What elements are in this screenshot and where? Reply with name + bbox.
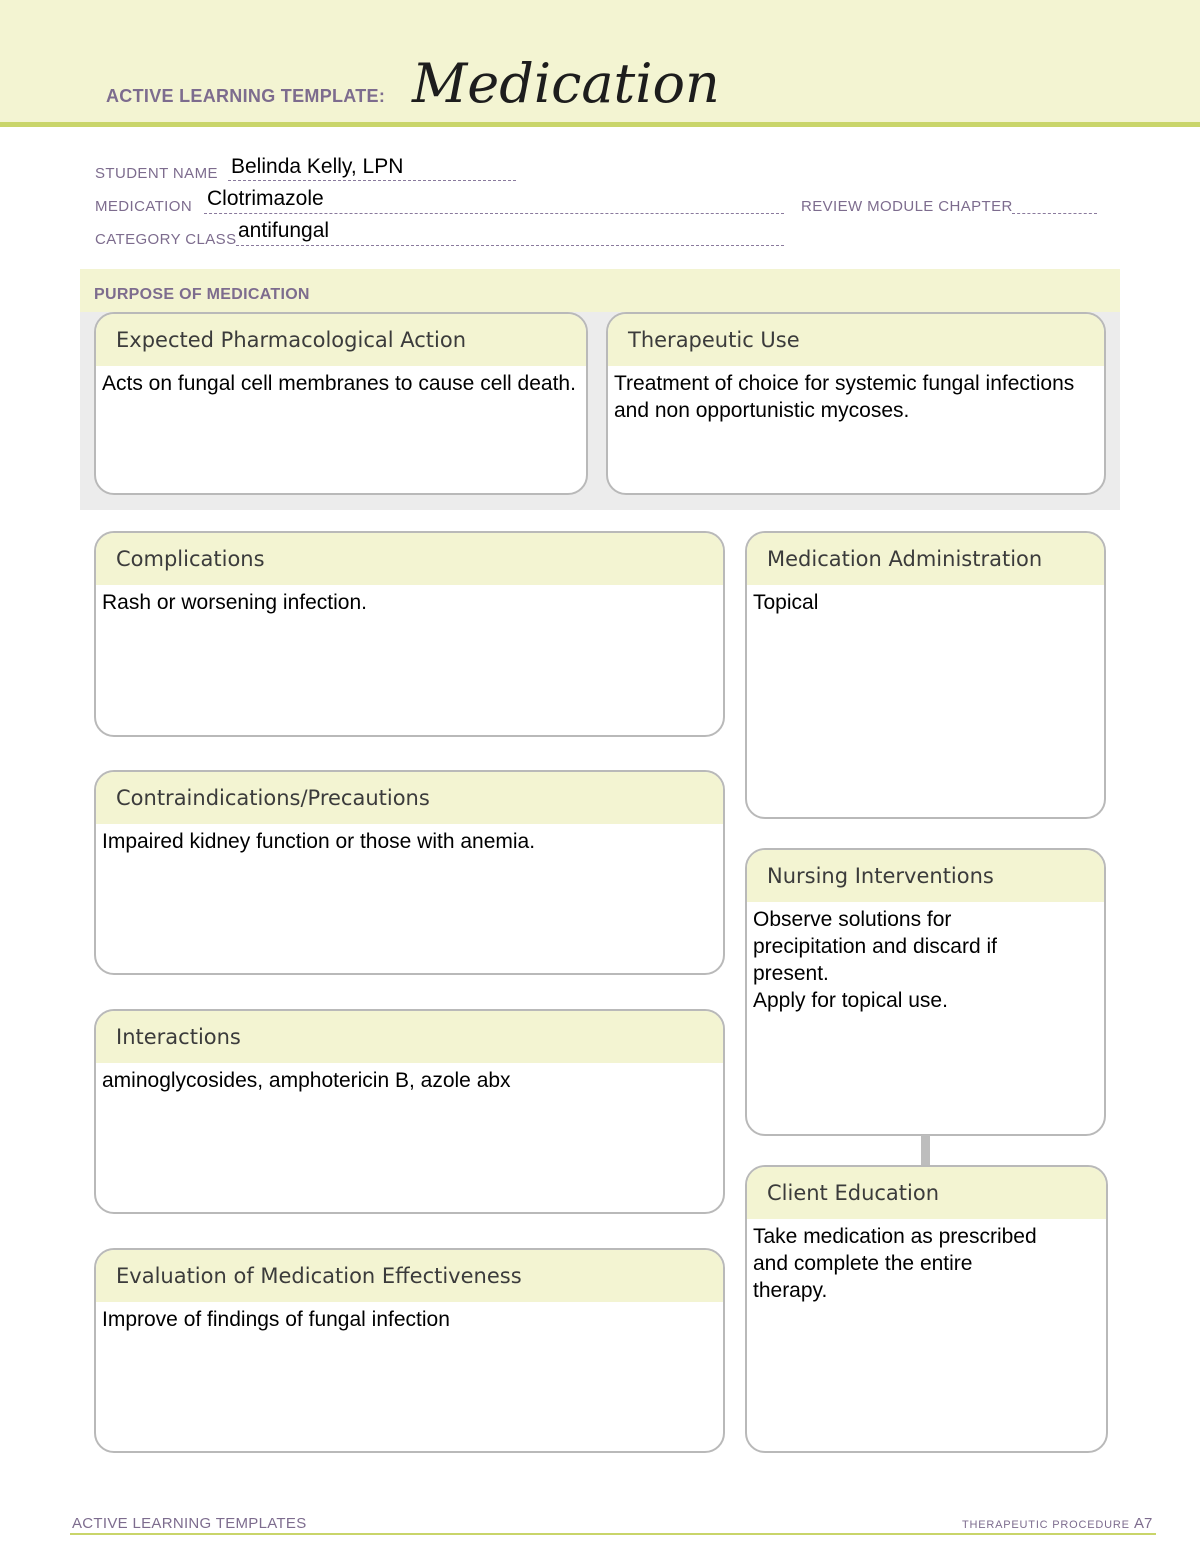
contraindications-text[interactable]: Impaired kidney function or those with anemia. — [102, 830, 536, 853]
header-rule — [0, 122, 1200, 127]
evaluation-title: Evaluation of Medication Effectiveness — [96, 1250, 723, 1302]
contraindications-box — [94, 770, 725, 975]
student-name-label: STUDENT NAME — [95, 165, 218, 182]
medication-administration-box — [745, 531, 1106, 819]
review-module-label: REVIEW MODULE CHAPTER — [801, 198, 1013, 215]
complications-title: Complications — [96, 533, 723, 585]
evaluation-box — [94, 1248, 725, 1453]
medication-line — [204, 213, 784, 214]
evaluation-text[interactable]: Improve of findings of fungal infection — [102, 1308, 450, 1331]
footer-right-label: THERAPEUTIC PROCEDURE — [962, 1519, 1130, 1531]
purpose-label: PURPOSE OF MEDICATION — [94, 286, 310, 303]
category-class-label: CATEGORY CLASS — [95, 231, 237, 248]
category-class-field[interactable]: antifungal — [238, 219, 330, 242]
expected-action-title: Expected Pharmacological Action — [96, 314, 586, 366]
client-education-title: Client Education — [747, 1167, 1106, 1219]
footer-rule — [70, 1533, 1156, 1535]
contraindications-title: Contraindications/Precautions — [96, 772, 723, 824]
review-module-field[interactable] — [1012, 213, 1097, 214]
therapeutic-use-title: Therapeutic Use — [608, 314, 1104, 366]
complications-box — [94, 531, 725, 737]
category-class-line — [236, 245, 784, 246]
student-name-field[interactable]: Belinda Kelly, LPN — [231, 155, 404, 178]
template-label: ACTIVE LEARNING TEMPLATE: — [106, 86, 386, 106]
complications-text[interactable]: Rash or worsening infection. — [102, 591, 367, 614]
nursing-interventions-title: Nursing Interventions — [747, 850, 1104, 902]
interactions-title: Interactions — [96, 1011, 723, 1063]
interactions-box — [94, 1009, 725, 1214]
box-connector — [921, 1135, 930, 1165]
medication-label: MEDICATION — [95, 198, 193, 215]
medication-administration-title: Medication Administration — [747, 533, 1104, 585]
expected-action-text[interactable]: Acts on fungal cell membranes to cause cell death. — [102, 372, 576, 395]
therapeutic-use-box — [606, 312, 1106, 495]
client-education-text[interactable]: Take medication as prescribed and complete the entire therapy. — [753, 1225, 1037, 1302]
student-name-line — [228, 180, 516, 181]
nursing-interventions-box — [745, 848, 1106, 1136]
page-number: A7 — [1134, 1515, 1153, 1532]
interactions-text[interactable]: aminoglycosides, amphotericin B, azole abx — [102, 1069, 511, 1092]
nursing-interventions-text[interactable]: Observe solutions for precipitation and discard if present. Apply for topical use. — [753, 908, 997, 1012]
template-title: Medication — [412, 52, 720, 115]
client-education-box — [745, 1165, 1108, 1453]
footer-left-label: ACTIVE LEARNING TEMPLATES — [72, 1515, 307, 1532]
expected-action-box — [94, 312, 588, 495]
therapeutic-use-text[interactable]: Treatment of choice for systemic fungal infections and non opportunistic mycoses. — [614, 372, 1075, 422]
medication-field[interactable]: Clotrimazole — [207, 187, 324, 210]
medication-administration-text[interactable]: Topical — [753, 591, 819, 614]
